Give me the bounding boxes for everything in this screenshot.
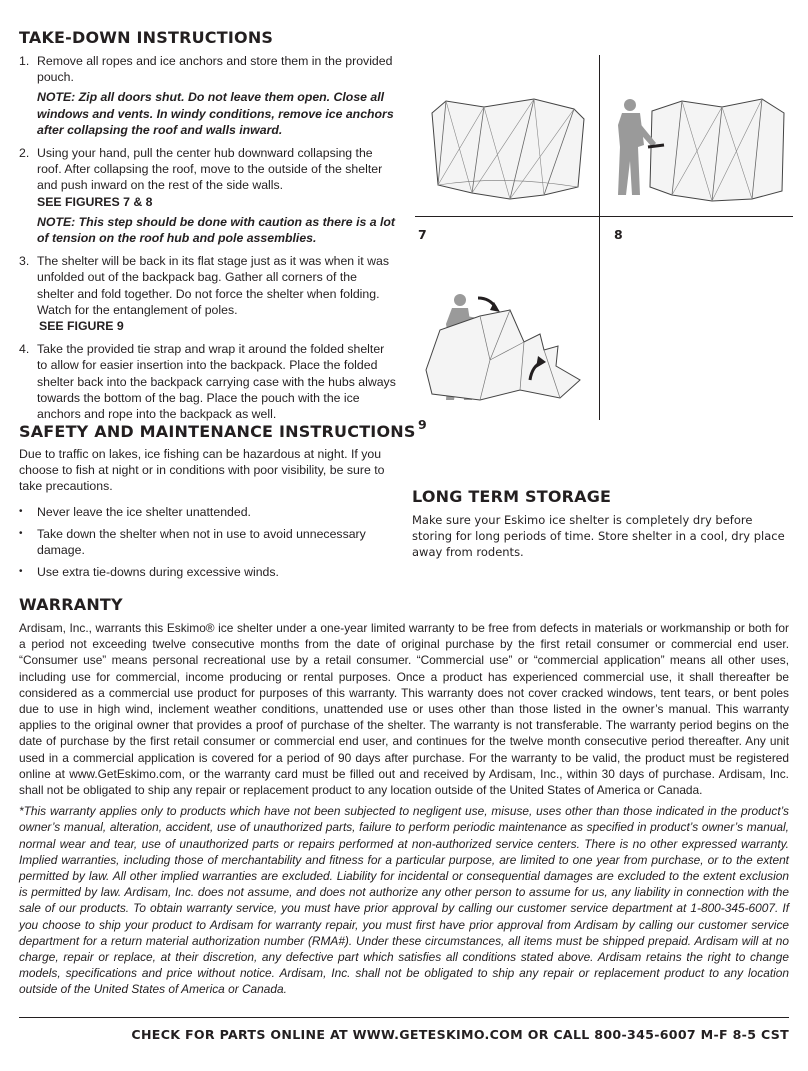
step-see-figures: SEE FIGURES 7 & 8 xyxy=(37,194,153,209)
figure-8-label: 8 xyxy=(614,227,623,242)
safety-intro: Due to traffic on lakes, ice fishing can be hazardous at night. If you choose to fish at night or in conditions with poor visibility, be sure to take precautions. xyxy=(19,447,385,494)
figure-9-folding-shelter xyxy=(420,290,590,410)
figure-divider-vertical xyxy=(599,55,600,420)
safety-bullet: • Use extra tie-downs during excessive winds. xyxy=(19,564,391,580)
figure-9-label: 9 xyxy=(418,417,427,432)
step-note: NOTE: This step should be done with caution as there is a lot of tension on the roof hub and pole assemblies. xyxy=(37,214,396,246)
step-2 xyxy=(19,145,397,246)
takedown-steps xyxy=(19,53,397,429)
step-number: 3. xyxy=(19,254,30,269)
figure-7-shelter-collapsing xyxy=(424,95,592,205)
step-number: 4. xyxy=(19,342,30,357)
warranty-title: WARRANTY xyxy=(19,595,123,614)
storage-title: LONG TERM STORAGE xyxy=(412,487,612,506)
figure-7-label: 7 xyxy=(418,227,427,242)
step-3 xyxy=(19,253,397,334)
step-text: Take the provided tie strap and wrap it around the folded shelter to allow for easier insertion into the backpack. Place the folded shelter back into the backpack carrying case with the hubs always towards the bottom of the bag. Place the pouch with the ice anchors and rope into the backpack as well. xyxy=(37,342,396,422)
footer-rule xyxy=(19,1017,789,1018)
figure-divider-horizontal xyxy=(415,216,793,217)
safety-bullet: • Never leave the ice shelter unattended. xyxy=(19,504,391,520)
step-number: 2. xyxy=(19,146,30,161)
step-1 xyxy=(19,53,397,138)
safety-title: SAFETY AND MAINTENANCE INSTRUCTIONS xyxy=(19,422,416,441)
figure-8-person-pushing-walls xyxy=(612,95,792,207)
step-text: Using your hand, pull the center hub downward collapsing the roof. After collapsing the roof, move to the outside of the shelter and push inward on the rest of the side walls. xyxy=(37,146,383,193)
step-note: NOTE: Zip all doors shut. Do not leave them open. Close all windows and vents. In windy conditions, remove ice anchors after collapsing the roof and walls inward. xyxy=(37,90,394,137)
storage-text: Make sure your Eskimo ice shelter is completely dry before storing for long periods of time. Store shelter in a cool, dry place away from rodents. xyxy=(412,513,785,559)
footer-parts-contact: CHECK FOR PARTS ONLINE AT WWW.GETESKIMO.COM OR CALL 800-345-6007 M-F 8-5 CST xyxy=(131,1027,789,1042)
safety-section xyxy=(19,446,391,586)
step-4 xyxy=(19,341,397,422)
safety-bullet: • Take down the shelter when not in use to avoid unnecessary damage. xyxy=(19,526,391,558)
step-text: Remove all ropes and ice anchors and store them in the provided pouch. xyxy=(37,54,393,85)
step-see-figures: SEE FIGURE 9 xyxy=(39,319,124,334)
warranty-section xyxy=(19,620,789,1003)
warranty-paragraph: Ardisam, Inc., warrants this Eskimo® ice shelter under a one-year limited warranty to be free from defects in materials or workmanship or both for a period not exceeding twelve consecutive months from the date of original purchase by the first retail consumer or commercial end user. “Consumer use” means personal recreational use by a retail consumer. “Commercial use” or “commercial application” means all other uses, including use for commercial, income producing or rental purposes. Once a product has experienced commercial use, it shall thereafter be considered as a commercial use product for purposes of this warranty. This warranty does not cover cracked windows, tent tears, or bent poles due to use in high wind, inclement weather conditions, unattended use or uses other than those listed in the owner’s manual. This warranty applies to the original owner that provides a proof of purchase of the shelter. The warranty is not transferable. The warranty period begins on the date of purchase by the first retail consumer or commercial end user, and continues for the twelve month consecutive period thereafter. Any unit used in a commercial application is covered for a period of 90 days after purchase. For the warranty to be valid, the product must be registered online at www.GetEskimo.com, or the warranty card must be filled out and received by Ardisam, Inc., within 30 days of purchase. Ardisam, Inc. shall not be obligated to ship any repair or replacement product to any location outside of the United States of America or Canada. xyxy=(19,621,789,798)
step-number: 1. xyxy=(19,54,30,68)
takedown-title: TAKE-DOWN INSTRUCTIONS xyxy=(19,28,274,47)
warranty-disclaimer: *This warranty applies only to products which have not been subjected to negligent use, misuse, uses other than those indicated in the product’s owner’s manual, alteration, accident, use of unauthorized parts, failure to perform periodic maintenance as specified in product’s owner’s manual, normal wear and tear, use of unauthorized parts or repairs performed at non-authorized service centers. There is no other expressed warranty. Implied warranties, including those of merchantability and fitness for a particular purpose, are limited to one year from purchase, or to the extent permitted by law. All other implied warranties are excluded. Liability for incidental or consequential damages are excluded to the extent exclusion is permitted by law. Ardisam, Inc. does not assume, and does not authorize any other person to assume for us, any liability in connection with the sale of our products. To obtain warranty service, you must have prior approval by calling our customer service department at 1-800-345-6007. If you choose to ship your product to Ardisam for warranty repair, you must first have prior approval from Ardisam by calling our customer service department for a return material authorization number (RMA#). Under these circumstances, all items must be shipped prepaid. Ardisam will at no charge, repair or replace, at their discretion, any defective part which satisfies all conditions stated above. Ardisam retains the right to change models, specifications and price without notice. Ardisam, Inc. shall not be obligated to ship any repair or replacement product to any location outside of the United States of America or Canada. xyxy=(19,804,789,997)
step-text: The shelter will be back in its flat stage just as it was when it was unfolded out of the backpack bag. Gather all corners of the shelter and fold together. Do not force the shelter when folding. Watch for the entanglement of poles. xyxy=(37,254,389,317)
